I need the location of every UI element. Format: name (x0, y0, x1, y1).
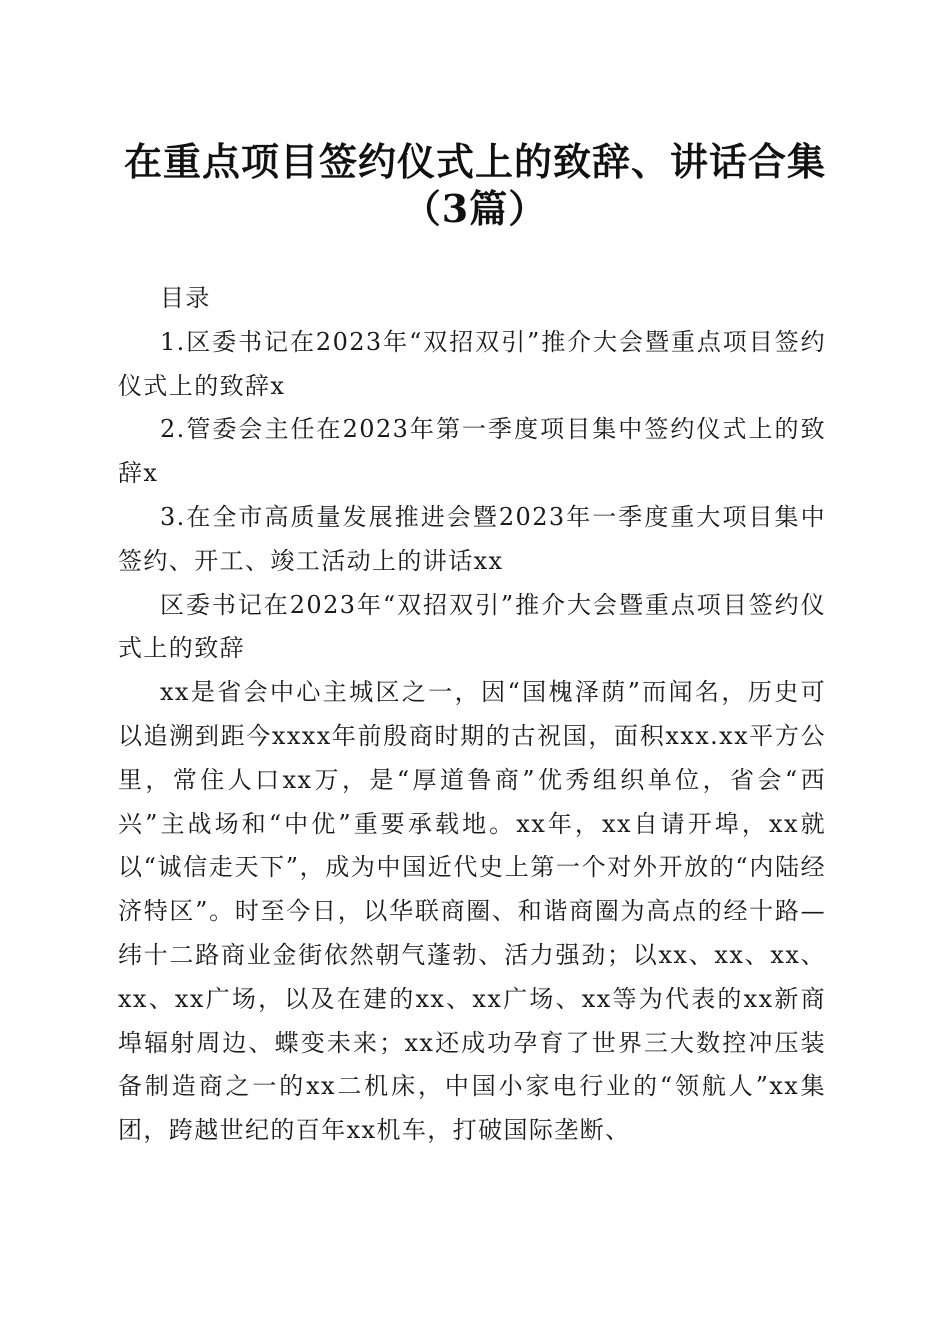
toc-item-2: 2.管委会主任在2023年第一季度项目集中签约仪式上的致辞x (118, 415, 826, 488)
body-paragraph: xx是省会中心主城区之一，因“国槐泽荫”而闻名，历史可以追溯到距今xxxx年前殷商时期的古祝国，面积xxx.xx平方公里，常住人口xx万，是“厚道鲁商”优秀组织单位，省会“西兴”主战场和“中优”重要承载地。xx年，xx自请开埠，xx就以“诚信走天下”，成为中国近代史上第一个对外开放的“内陆经济特区”。时至今日，以华联商圈、和谐商圈为高点的经十路—纬十二路商业金街依然朝气蓬勃、活力强劲；以xx、xx、xx、xx、xx广场，以及在建的xx、xx广场、xx等为代表的xx新商埠辐射周边、蝶变未来；xx还成功孕育了世界三大数控冲压装备制造商之一的xx二机床，中国小家电行业的“领航人”xx集团，跨越世纪的百年xx机车，打破国际垄断、 (118, 678, 826, 1145)
document-body (118, 277, 826, 1153)
toc-item-1: 1.区委书记在2023年“双招双引”推介大会暨重点项目签约仪式上的致辞x (118, 327, 826, 400)
toc-item-3: 3.在全市高质量发展推进会暨2023年一季度重大项目集中签约、开工、竣工活动上的讲话xx (118, 502, 826, 575)
toc-heading: 目录 (160, 284, 211, 312)
document-title: 在重点项目签约仪式上的致辞、讲话合集（3篇） (123, 139, 826, 231)
section-heading: 区委书记在2023年“双招双引”推介大会暨重点项目签约仪式上的致辞 (118, 590, 826, 663)
